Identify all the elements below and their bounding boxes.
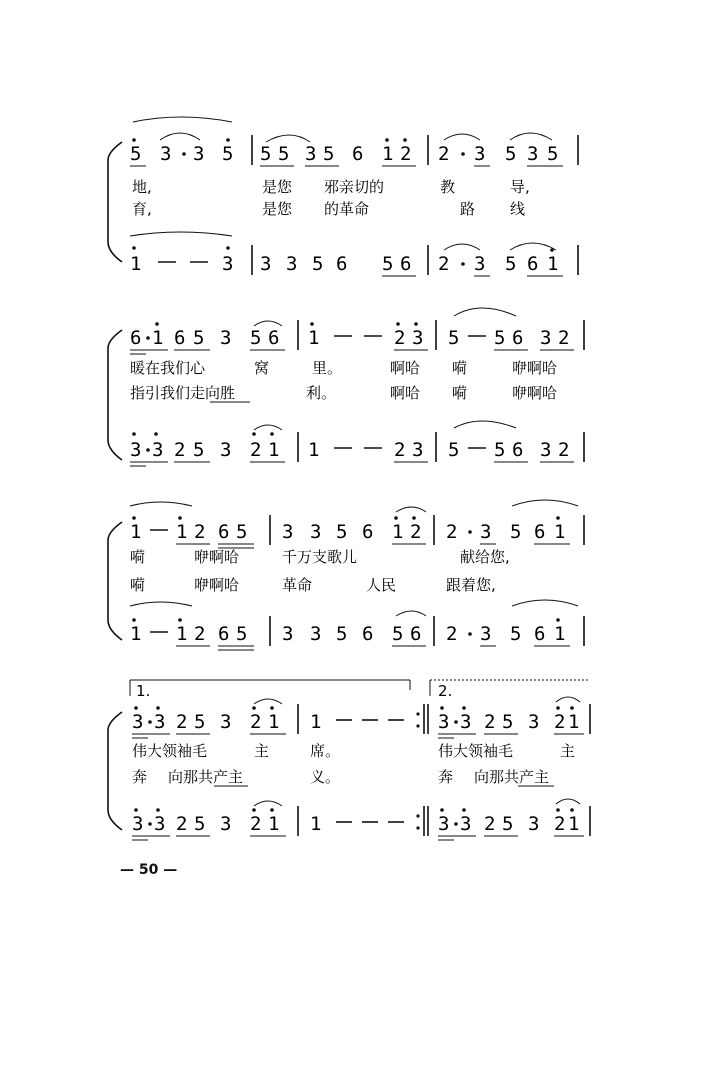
svg-text:3: 3 (220, 711, 232, 733)
svg-text:1: 1 (308, 439, 320, 461)
svg-text:5: 5 (194, 813, 206, 835)
svg-text:6: 6 (527, 253, 539, 275)
svg-text:1: 1 (268, 813, 280, 835)
svg-text:5: 5 (312, 253, 324, 275)
svg-text:3: 3 (474, 253, 486, 275)
svg-text:6: 6 (534, 521, 546, 543)
svg-text:嗬: 嗬 (130, 548, 146, 566)
svg-text:1: 1 (568, 813, 580, 835)
svg-text:1: 1 (382, 143, 394, 165)
svg-text:3: 3 (480, 623, 492, 645)
svg-text:6: 6 (174, 327, 186, 349)
svg-text:6: 6 (218, 623, 230, 645)
svg-text:2: 2 (194, 623, 206, 645)
svg-text:1: 1 (176, 521, 188, 543)
svg-text:2: 2 (446, 521, 458, 543)
svg-text:奔: 奔 (132, 768, 148, 786)
svg-text:5: 5 (502, 813, 514, 835)
svg-text:2: 2 (176, 813, 188, 835)
svg-text:是您: 是您 (262, 200, 293, 218)
svg-text:6: 6 (218, 521, 230, 543)
svg-text:5: 5 (323, 143, 335, 165)
svg-text:千万支歌儿: 千万支歌儿 (282, 548, 358, 566)
svg-text:1: 1 (268, 711, 280, 733)
svg-text:主: 主 (560, 742, 576, 760)
svg-text:1: 1 (568, 711, 580, 733)
svg-text:啊哈: 啊哈 (390, 384, 421, 402)
svg-text:2: 2 (554, 813, 566, 835)
svg-text:3: 3 (305, 143, 317, 165)
svg-text:1: 1 (130, 521, 142, 543)
svg-text:5: 5 (336, 623, 348, 645)
svg-text:是您: 是您 (262, 178, 293, 196)
system-4 (108, 680, 590, 840)
svg-text:5: 5 (494, 439, 506, 461)
svg-text:跟着您,: 跟着您, (446, 576, 496, 594)
svg-text:6: 6 (130, 327, 142, 349)
svg-text:嗬: 嗬 (452, 384, 468, 402)
svg-text:指引我们走向胜: 指引我们走向胜 (130, 384, 236, 402)
svg-text:3: 3 (540, 327, 552, 349)
svg-text:2: 2 (484, 813, 496, 835)
svg-text:3: 3 (132, 813, 144, 835)
svg-text:献给您,: 献给您, (460, 548, 510, 566)
svg-text:3: 3 (222, 253, 234, 275)
svg-text:6: 6 (512, 439, 524, 461)
svg-text:路: 路 (460, 200, 476, 218)
svg-text:5: 5 (278, 143, 290, 165)
svg-text:5: 5 (448, 327, 460, 349)
system-brace (108, 142, 122, 262)
svg-text:2: 2 (484, 711, 496, 733)
svg-text:5: 5 (494, 327, 506, 349)
svg-text:1: 1 (130, 253, 142, 275)
svg-text:咿啊哈: 咿啊哈 (194, 576, 240, 594)
svg-text:席。: 席。 (310, 742, 341, 760)
svg-text:2: 2 (394, 439, 406, 461)
svg-text:5: 5 (505, 253, 517, 275)
svg-text:2: 2 (554, 711, 566, 733)
svg-text:3: 3 (220, 439, 232, 461)
svg-text:1: 1 (152, 327, 164, 349)
svg-text:1: 1 (176, 623, 188, 645)
svg-text:嗬: 嗬 (452, 359, 468, 377)
svg-text:6: 6 (362, 623, 374, 645)
svg-text:6: 6 (534, 623, 546, 645)
svg-text:啊哈: 啊哈 (390, 359, 421, 377)
svg-text:革命: 革命 (282, 576, 313, 594)
svg-text:2: 2 (250, 813, 262, 835)
svg-text:2: 2 (250, 439, 262, 461)
svg-text:5: 5 (547, 143, 559, 165)
svg-text:2: 2 (438, 253, 450, 275)
svg-text:3: 3 (282, 623, 294, 645)
svg-text:2: 2 (394, 327, 406, 349)
svg-text:教: 教 (440, 178, 456, 196)
svg-text:3: 3 (220, 813, 232, 835)
svg-text:1: 1 (392, 521, 404, 543)
svg-text:5: 5 (382, 253, 394, 275)
svg-text:向那共产主: 向那共产主 (168, 768, 244, 786)
svg-text:3: 3 (474, 143, 486, 165)
svg-text:3: 3 (154, 711, 166, 733)
svg-text:嗬: 嗬 (130, 576, 146, 594)
svg-text:5: 5 (510, 521, 522, 543)
svg-text:2: 2 (438, 143, 450, 165)
slur (133, 117, 232, 122)
svg-text:3: 3 (412, 327, 424, 349)
svg-text:2: 2 (176, 711, 188, 733)
svg-text:咿啊哈: 咿啊哈 (512, 359, 558, 377)
svg-text:伟大领袖毛: 伟大领袖毛 (438, 742, 514, 760)
svg-text:3: 3 (460, 711, 472, 733)
svg-text:5: 5 (392, 623, 404, 645)
svg-text:义。: 义。 (310, 768, 341, 786)
svg-text:6: 6 (362, 521, 374, 543)
svg-text:的革命: 的革命 (324, 200, 370, 218)
svg-text:2: 2 (558, 327, 570, 349)
svg-text:线: 线 (510, 200, 526, 218)
svg-text:2: 2 (400, 143, 412, 165)
svg-text:3: 3 (282, 521, 294, 543)
note: 3 (160, 143, 172, 165)
svg-text:5: 5 (236, 521, 248, 543)
page-number: — 50 — (120, 862, 178, 878)
volta-1: 1. (136, 682, 151, 700)
svg-text:3: 3 (152, 439, 164, 461)
svg-text:6: 6 (410, 623, 422, 645)
svg-text:2: 2 (446, 623, 458, 645)
svg-text:咿啊哈: 咿啊哈 (194, 548, 240, 566)
svg-text:5: 5 (336, 521, 348, 543)
svg-text:6: 6 (336, 253, 348, 275)
svg-text:3: 3 (528, 711, 540, 733)
svg-text:5: 5 (236, 623, 248, 645)
svg-text:3: 3 (438, 813, 450, 835)
svg-text:6: 6 (352, 143, 364, 165)
svg-text:6: 6 (400, 253, 412, 275)
svg-text:5: 5 (448, 439, 460, 461)
svg-text:2: 2 (174, 439, 186, 461)
svg-text:6: 6 (512, 327, 524, 349)
svg-text:导,: 导, (510, 178, 530, 196)
svg-text:3: 3 (260, 253, 272, 275)
svg-text:2: 2 (410, 521, 422, 543)
svg-text:3: 3 (310, 623, 322, 645)
note: 5 (130, 143, 142, 165)
svg-text:1: 1 (554, 521, 566, 543)
note: 5 (222, 143, 234, 165)
svg-text:育,: 育, (132, 200, 152, 218)
svg-text:3: 3 (480, 521, 492, 543)
svg-text:里。: 里。 (312, 359, 343, 377)
svg-text:3: 3 (132, 711, 144, 733)
svg-text:3: 3 (412, 439, 424, 461)
svg-text:5: 5 (193, 327, 205, 349)
svg-text:1: 1 (130, 623, 142, 645)
svg-text:5: 5 (194, 711, 206, 733)
svg-text:3: 3 (220, 327, 232, 349)
svg-text:5: 5 (250, 327, 262, 349)
svg-text:伟大领袖毛: 伟大领袖毛 (132, 742, 208, 760)
svg-text:奔: 奔 (438, 768, 454, 786)
svg-text:3: 3 (528, 813, 540, 835)
svg-text:1: 1 (310, 711, 322, 733)
svg-text:向那共产主: 向那共产主 (474, 768, 550, 786)
svg-text:1: 1 (547, 253, 559, 275)
svg-text:3: 3 (286, 253, 298, 275)
svg-text:主: 主 (254, 742, 270, 760)
system-2 (108, 308, 584, 466)
svg-text:3: 3 (527, 143, 539, 165)
svg-text:3: 3 (460, 813, 472, 835)
note: 3 (193, 143, 205, 165)
svg-text:1: 1 (308, 327, 320, 349)
svg-text:2: 2 (194, 521, 206, 543)
system-3 (108, 500, 584, 650)
svg-text:5: 5 (193, 439, 205, 461)
svg-text:暖在我们心: 暖在我们心 (130, 359, 206, 377)
svg-text:2: 2 (250, 711, 262, 733)
svg-text:3: 3 (154, 813, 166, 835)
svg-text:邪亲切的: 邪亲切的 (324, 178, 385, 196)
svg-text:1: 1 (268, 439, 280, 461)
svg-text:3: 3 (310, 521, 322, 543)
volta-2: 2. (438, 682, 453, 700)
svg-text:咿啊哈: 咿啊哈 (512, 384, 558, 402)
svg-text:5: 5 (505, 143, 517, 165)
system-1 (108, 117, 578, 276)
svg-text:3: 3 (540, 439, 552, 461)
svg-text:1: 1 (554, 623, 566, 645)
svg-text:3: 3 (130, 439, 142, 461)
svg-text:5: 5 (260, 143, 272, 165)
svg-text:人民: 人民 (366, 576, 397, 594)
svg-text:1: 1 (310, 813, 322, 835)
svg-text:6: 6 (268, 327, 280, 349)
svg-text:5: 5 (502, 711, 514, 733)
svg-text:利。: 利。 (306, 384, 337, 402)
lyric: 地, (132, 178, 152, 196)
svg-text:窝: 窝 (254, 359, 270, 377)
svg-text:5: 5 (510, 623, 522, 645)
svg-text:2: 2 (558, 439, 570, 461)
svg-text:3: 3 (438, 711, 450, 733)
